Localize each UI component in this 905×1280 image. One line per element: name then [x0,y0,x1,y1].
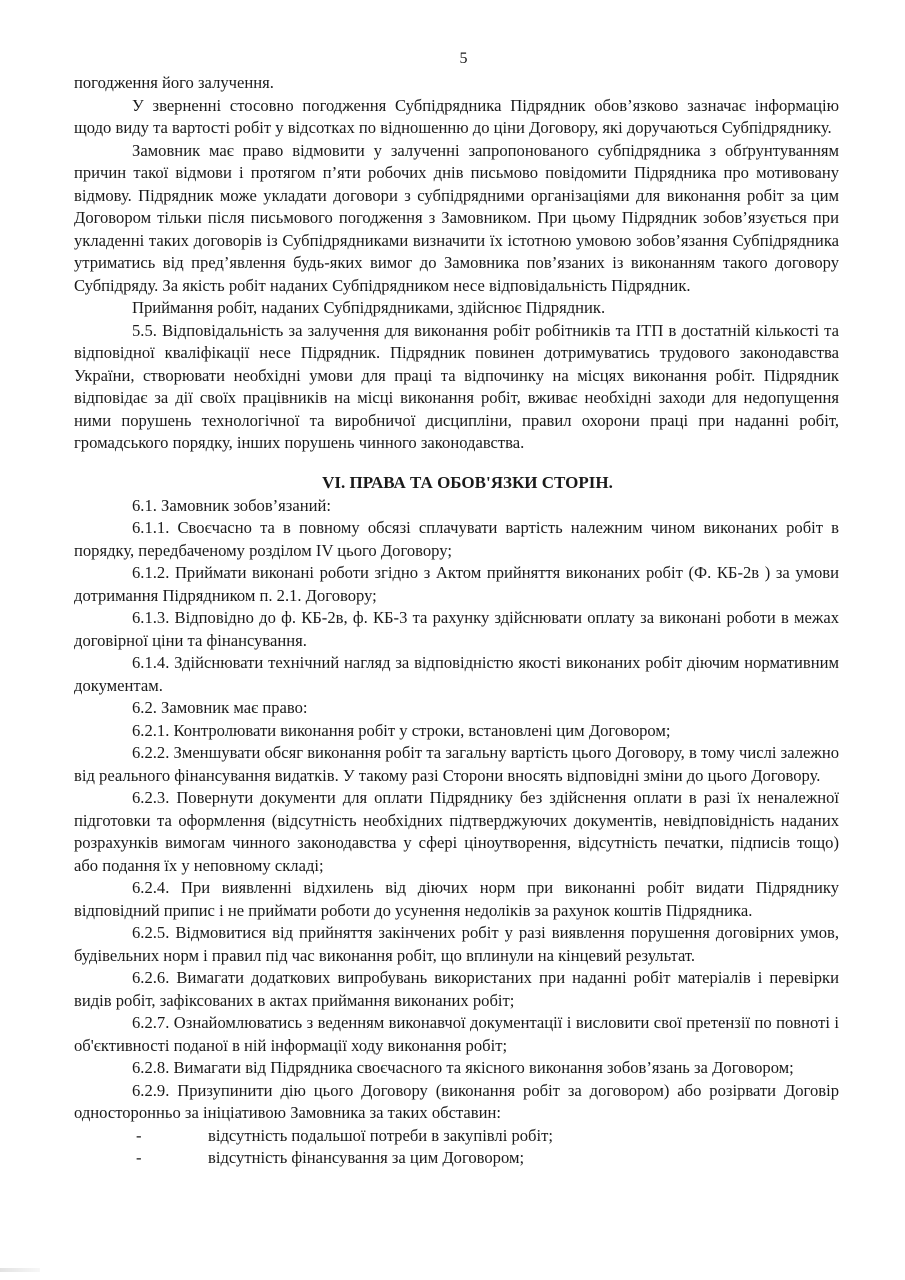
clause-6-2-3: 6.2.3. Повернути документи для оплати Підряднику без здійснення оплати в разі їх неналежної підготовки та оформлення (відсутність необхідних підтверджуючих документів, невідповідність наданих розрахунків вимогам чинного законодавства у сфері ціноутворення, відсутність печатки, підписів тощо) або подання їх у неповному складі; [74,788,839,875]
list-item [74,1125,839,1148]
list-item [74,1147,839,1170]
paragraph-continuation: погодження його залучення. [74,73,274,92]
clause-6-1-4: 6.1.4. Здійснювати технічний нагляд за відповідністю якості виконаних робіт діючим нормативним документам. [74,653,839,695]
clause-6-1-2: 6.1.2. Приймати виконані роботи згідно з Актом прийняття виконаних робіт (Ф. КБ-2в ) за умови дотримання Підрядником п. 2.1. Договору; [74,563,839,605]
clause-6-2-1: 6.2.1. Контролювати виконання робіт у строки, встановлені цим Договором; [132,720,671,740]
paragraph-clause-5-5: 5.5. Відповідальність за залучення для виконання робіт робітників та ІТП в достатній кількості та відповідної кваліфікації несе Підрядник. Підрядник повинен дотримуватись трудового законодавства України, створювати необхідні умови для праці та відпочинку на місцях виконання робіт. Підрядник відповідає за дії своїх працівників на місці виконання робіт, вживає необхідні заходи для недопущення ними порушень технологічної та виробничої дисципліни, правил охорони праці при наданні робіт, громадського порядку, інших порушень чинного законодавства. [74,320,839,452]
clause-6-2-2: 6.2.2. Зменшувати обсяг виконання робіт та загальну вартість цього Договору, в тому числі залежно від реального фінансування видатків. У такому разі Сторони вносять відповідні зміни до цього Договору. [74,743,839,785]
dash-bullet-icon: - [136,1125,142,1145]
paragraph-customer-refusal-right: Замовник має право відмовити у залученні запропонованого субпідрядника з обґрунтуванням причин такої відмови і протягом п’яти робочих днів письмово повідомити Підрядника про мотивовану відмову. Підрядник може укладати договори з субпідрядними організаціями для виконання робіт за цим Договором тільки після письмового погодження з Замовником. При цьому Підрядник зобов’язується при укладенні таких договорів із Субпідрядниками визначити їх істотною умовою зобов’язання Субпідрядника утриматись від пред’явлення будь-яких вимог до Замовника пов’язаних із виконанням такого договору Субпідряду. За якість робіт наданих Субпідрядником несе відповідальність Підрядник. [74,140,839,295]
dash-bullet-icon: - [136,1148,142,1167]
paragraph-acceptance-of-works: Приймання робіт, наданих Субпідрядниками, здійснює Підрядник. [132,298,606,317]
list-item-text: відсутність фінансування за цим Договором; [208,1148,525,1167]
section-title: VI. ПРАВА ТА ОБОВ'ЯЗКИ СТОРІН. [322,472,613,492]
page-number: 5 [459,50,468,67]
clause-6-2-8: 6.2.8. Вимагати від Підрядника своєчасного та якісного виконання зобов’язань за Договором; [132,1058,794,1077]
clause-6-1-1: 6.1.1. Своєчасно та в повному обсязі сплачувати вартість належним чином виконаних робіт в порядку, передбаченому розділом IV цього Договору; [74,518,839,560]
clause-6-2-5: 6.2.5. Відмовитися від прийняття закінчених робіт у разі виявлення порушення договірних умов, будівельних норм і правил під час виконання робіт, що вплинули на кінцевий результат. [74,923,839,965]
clause-6-2: 6.2. Замовник має право: [132,698,308,717]
document-page [74,48,839,1170]
paragraph-subcontractor-request: У зверненні стосовно погодження Субпідрядника Підрядник обов’язково зазначає інформацію щодо виду та вартості робіт у відсотках по відношенню до ціни Договору, які доручаються Субпідряднику. [74,95,839,137]
clause-6-2-6: 6.2.6. Вимагати додаткових випробувань використаних при наданні робіт матеріалів і перевірки видів робіт, зафіксованих в актах приймання виконаних робіт; [74,968,839,1010]
clause-6-1-3: 6.1.3. Відповідно до ф. КБ-2в, ф. КБ-3 та рахунку здійснювати оплату за виконані роботи в межах договірної ціни та фінансування. [74,608,839,650]
scan-artifact [0,1268,40,1272]
clause-6-2-9: 6.2.9. Призупинити дію цього Договору (виконання робіт за договором) або розірвати Договір односторонньо за ініціативою Замовника за таких обставин: [74,1080,839,1122]
clause-6-2-4: 6.2.4. При виявленні відхилень від діючих норм при виконанні робіт видати Підряднику відповідний припис і не приймати роботи до усунення недоліків за рахунок коштів Підрядника. [74,878,839,920]
clause-6-1: 6.1. Замовник зобов’язаний: [132,495,331,515]
list-item-text: відсутність подальшої потреби в закупівлі робіт; [208,1125,553,1145]
clause-6-2-7: 6.2.7. Ознайомлюватись з веденням виконавчої документації і висловити свої претензії по повноті і об'єктивності поданої в ній інформації ходу виконання робіт; [74,1013,839,1055]
